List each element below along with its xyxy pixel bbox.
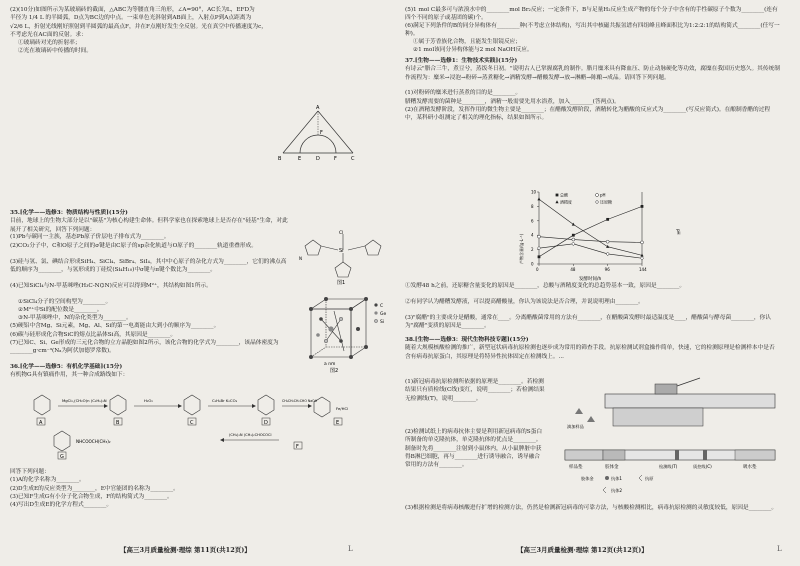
left-footer: 【高三3月质量检测·理综 第11页(共12页)】 [120, 546, 251, 554]
data-point [640, 256, 643, 260]
q38-line: (3)根据检测是将病毒核酸进行扩增的检测方法，仍然是检测新冠病毒的可靠方法，与核酸检测相比，病毒抗原检测的灵敏度较低，原因是________。 [405, 505, 778, 511]
chart-legend [555, 192, 612, 205]
compound-a: A [39, 420, 43, 426]
data-point [606, 240, 609, 243]
data-point [538, 235, 541, 238]
right-page [405, 6, 790, 558]
q35-line: (4)已知SiCl₄与N-甲基咪唑(H₃C-N⌬N)反应可以得到M²⁺，其结构如图1所示。 [10, 282, 212, 289]
q35-line: (1)Pb与碳同一主族，基态Pb原子价层电子排布式为________。 [10, 234, 170, 241]
q38-block [405, 336, 780, 368]
q34-line: (2)(10分)如图所示为某玻璃砖的截面，△ABC为等腰直角三角形，∠A=90°，AC长为L，EFD为 [10, 7, 255, 13]
q35-title: 35.[化学——选修3：物质结构与性质](15分) [10, 210, 128, 216]
q37-line: 有诗云"腊合三牛，煮豆兮，蒸饭冬日初。"说明古人已掌握腐乳的制作。腊月糜米具有降血压、防止动脉硬化等功效，腐糜在我国历史悠久。其传统制作流程为：糜米→浸泡→粉碎→蒸煮糖化→酒精发酵→醋酸发酵→放→淋醋→陈酿→成品。请回答下列问题。 [405, 66, 780, 81]
q35-line: (2)CO₂分子中，C和O原子之间的σ键是由C原子的sp杂化轨道与O原子的________轨道重叠形成。 [10, 242, 257, 249]
q35-block [10, 209, 290, 355]
q36c-line: (6)满足下列条件的B的同分异构体有________种(不考虑立体结构)，写出其中核磁共振氢谱有四组峰且峰面积比为1:2:2:1的结构简式________(任写一种)。 [405, 23, 780, 38]
legend-marker [595, 200, 598, 204]
legend-gold: 胶体金 [581, 476, 594, 481]
q38-questions [405, 378, 545, 486]
strip-drop: 滴加样品 [567, 424, 584, 429]
strip-gold: 胶体金 [605, 465, 619, 470]
right-footer: 【高三3月质量检测·理综 第12页(共12页)】 [517, 546, 648, 554]
q35-line: ③N-甲基咪唑中，N的杂化类型为________。 [18, 315, 132, 322]
x-tick-label: 0 [536, 267, 539, 272]
label-f2: F [334, 156, 337, 162]
label-d: D [316, 156, 320, 162]
q35-line: ①SiCl₄分子的空间构型为________。 [18, 298, 112, 305]
reagent-3: C₂H₅Br K₂CO₃ [212, 398, 238, 403]
data-point [572, 234, 575, 237]
legend-label: 酒精度 [560, 199, 572, 205]
compound-f: F [296, 444, 299, 450]
compound-c: C [190, 420, 194, 426]
data-point [606, 218, 609, 221]
q34-line: 不考虑光在AC面的反射。求： [10, 31, 87, 38]
data-point [641, 205, 644, 208]
label-f: F [320, 130, 323, 136]
q34-line: √2/6 L，折射光线刚好照射到半圆弧的最高点F，并在F点刚好发生全反射。光在真空中传播速度为c， [10, 23, 267, 30]
reagent-7: (CH₃)₂N (CH₃)₂CHOCOCl [229, 433, 272, 437]
strip-sample: 样品垫 [569, 465, 583, 470]
chart-xlabel: 发酵时间/h [579, 277, 602, 282]
left-page-mark: L [348, 545, 353, 553]
q37-line: 腊糟发酵需要的菌种是________，酒精一般需要先用水浴煮，加入________(答两点)。 [405, 98, 620, 105]
q35-line: (6)碳与硅形成化合物SiC的熔点比晶体Si高，其原因是________。 [10, 331, 177, 338]
legend-marker [556, 194, 559, 197]
axis-label: a nm [324, 362, 336, 367]
q37b-line: ②有同学认为醋糟发酵液，可以提高醋酸量，你认为该说法是否合理，并说说明理由________。 [405, 299, 644, 305]
compound-e: E [336, 420, 340, 426]
svg-text:N: N [299, 256, 302, 261]
data-point [641, 241, 644, 244]
q36-q-line: (3)已知F生成G有小分子化合物生成，F的结构简式为________。 [10, 493, 173, 500]
reagent-1: MgCl₂,(CH₂O)n (C₂H₅)₃N [62, 398, 107, 403]
q35-line: ②M²⁺中Si的配位数是________。 [18, 306, 103, 313]
q37-line: (1)对粉碎的糜米进行蒸煮的目的是________。 [405, 90, 522, 97]
compound-b: B [116, 420, 120, 426]
legend-antibody1: 抗体1 [611, 476, 623, 481]
q36-q-line: (1)A的化学名称为________。 [10, 477, 85, 484]
label-b: B [278, 156, 282, 162]
label-c: C [351, 156, 355, 162]
q37-block [405, 57, 780, 122]
y-tick-label: 10 [531, 189, 537, 195]
legend-si: Si [380, 320, 385, 325]
legend-antigen: 抗原 [645, 476, 654, 481]
q38-line: 随着大规模核酸检测的推广，新型冠状病毒抗原检测也逐步成为常用的筛查手段。抗原检测试剂盒操作简单，快速，它的检测原理是检测样本中是否含有病毒抗原蛋白，其原理是将特异性抗体固定在检测线上。... [405, 345, 775, 360]
figure-2 [296, 291, 392, 373]
chart-ylabel-right: pH [676, 229, 681, 235]
q34-line: 半径为 1/4 L 的半圆弧，D点为BC边的中点。一束单色光斜射到AB面上，入射点P到A点距离为 [10, 15, 252, 22]
q38-line: (2)检测试纸上的病毒抗体主要是利用新冠病毒的S蛋白所制备的单克隆抗体，单克隆抗体的优点是________。制备时先将________注射到小鼠体内，从小鼠脾脏中获得B淋巴细胞，再与________进行诱导融合，诱导融合常用的方法有________。 [405, 429, 543, 469]
q36c-line: (5)1 mol C最多可与浓溴水中的________mol Br₂反应；一定条件下，B与足量H₂反应生成产物的每个分子中含有的手性碳原子个数为________(连有四个不同的原子或基团的碳)个。 [405, 7, 778, 22]
q37-title: 37.[生物——选修1：生物技术实践](15分) [405, 58, 518, 64]
q37-part-b [405, 282, 780, 330]
legend-c: C [380, 304, 384, 309]
q35-line: (3)硅与氢、氯、碘结合形成SiH₄、SiCl₄、SiBr₄、SiI₄，其中中心原子的杂化方式为________，它们的沸点高低的顺序为________，与氢形成的丁硅烷(Si₄H₁₀)中σ键与π键个数比为________。 [10, 258, 287, 273]
q34-line: ①玻璃砖对光的折射率； [18, 40, 81, 47]
q36-title: 36.[化学——选修5：有机化学基础](15分) [10, 364, 123, 370]
data-point [572, 223, 575, 226]
reagent-5: Fe/HCl [336, 406, 349, 411]
q34-line: ②光在玻璃砖中传播的时间。 [18, 48, 92, 55]
legend-label: pH [600, 192, 606, 198]
chart-series [537, 197, 643, 260]
compound-d: D [264, 420, 268, 426]
x-tick-label: 144 [639, 267, 647, 272]
series-line-1 [539, 237, 642, 243]
svg-text:Si: Si [339, 248, 344, 254]
data-point [606, 245, 609, 248]
data-point [572, 238, 575, 241]
chart-ylabel-left: 产物含量/(g·L⁻¹) [519, 233, 524, 264]
y-tick-label: 4 [531, 232, 534, 238]
q34-block [10, 6, 310, 56]
right-page-mark: L [777, 545, 782, 553]
data-point [537, 197, 540, 200]
y-tick-label: 2 [531, 247, 534, 253]
y-tick-label: 8 [531, 203, 534, 209]
q38-last [405, 504, 780, 520]
q38-line: (1)新冠病毒抗原检测所依据的原理是________。若检测结果只有质检线(C线)变红，说明________；若检测结果无检测线(T)，说明________。 [405, 379, 545, 402]
antigen-test-figure [555, 374, 780, 502]
left-page [10, 6, 395, 558]
q36-q-line: (4)写出D生成E的化学方程式________。 [10, 502, 113, 509]
label-a: A [316, 105, 320, 111]
prism-figure [278, 101, 358, 163]
q37b-line: (3)"腐醋"的主要成分是醋酸，通常在____。分离醋酸菌常用的方法有________，在醋酸菌发酵时最适温度是____，醋酸菌与酵母菌________，你认为"腐醋"变质的原因是________。 [405, 315, 771, 330]
legend-marker [596, 194, 599, 197]
q35-line: (5)硬铝中含Mg、Si元素，Mg、Al、Si的第一电离能由大到小的顺序为________。 [10, 323, 220, 330]
fermentation-chart [517, 184, 682, 282]
q36-continued [405, 6, 780, 55]
q36c-line: ②1 mol该同分异构体能与2 mol NaOH反应。 [413, 47, 533, 54]
q36-line: 有机物G具有镇痛作用，其一种合成路线如下： [10, 372, 129, 379]
q38-title: 38.[生物——选修3：现代生物科技专题](15分) [405, 337, 529, 343]
legend-label: 总酸 [560, 192, 568, 198]
legend-ge: Ge [380, 312, 387, 317]
q35-line: (7)已知C、Si、Ge形成的三元化合物的立方晶胞如图2所示，该化合物的化学式为________，该晶体密度为________g·cm⁻³(Nₐ为阿伏加德罗常数)。 [10, 340, 279, 355]
x-tick-label: 96 [604, 267, 610, 272]
q36-q-line: (2)D生成E的反应类型为________，E中官能团的名称为________。 [10, 485, 179, 492]
q35-line: 目前，地球上的生物大部分是以"碳基"为核心构建生命体。但科学家也在探索地球上是否存在"硅基"生命，对此展开了相关研究，回答下列问题： [10, 218, 288, 233]
synthesis-route [24, 380, 364, 460]
q37-line: (2)在酒精发酵阶段，发挥作用的微生物主要是________；在醋酸发酵阶段，酒精转化为醋酸的反应式为________(写反应简式)。在酿制香醋的过程中，某科研小组测定了相关的理化指标，结果如图所示。 [405, 106, 771, 122]
q36-block [10, 363, 290, 380]
legend-marker [555, 200, 558, 203]
reagent-2: H₂O₂ [144, 398, 153, 403]
y-tick-label: 0 [531, 261, 534, 267]
data-point [572, 242, 575, 246]
compound-g: G [60, 454, 64, 460]
reagent-6: NHCOOCH(CH₃)₂ [76, 439, 111, 444]
figure-1 [293, 228, 393, 286]
label-e: E [298, 156, 302, 162]
series-line-3 [539, 244, 642, 258]
reagent-4: CH₃CH₂CH₂CHO NaOH [282, 399, 318, 403]
figure-1-label: 图1 [337, 280, 346, 286]
x-tick-label: 48 [570, 267, 576, 272]
strip-ctrl: 质控线(C) [693, 464, 712, 469]
data-point [606, 252, 609, 256]
q36-questions [10, 468, 290, 509]
q36c-line: ①属于芳香族化合物，且能发生银镜反应； [413, 39, 522, 45]
series-line-0 [539, 206, 642, 256]
chart-axes [531, 190, 647, 273]
svg-text:Cl: Cl [339, 231, 344, 236]
legend-antibody2: 抗体2 [611, 488, 623, 493]
data-point [538, 255, 541, 258]
q36-q-line: 回答下列问题： [10, 469, 50, 475]
figure-2-label: 图2 [330, 368, 339, 373]
y-tick-label: 6 [531, 218, 534, 224]
strip-test: 检测线(T) [659, 464, 678, 469]
q37b-line: ①发酵48 h之前，还原糖含量变化的原因是________，总酸与酒精度变化的总趋势基本一致，原因是________。 [405, 283, 686, 289]
strip-absorb: 吸水垫 [743, 465, 757, 470]
legend-label: 还原糖 [600, 199, 612, 205]
